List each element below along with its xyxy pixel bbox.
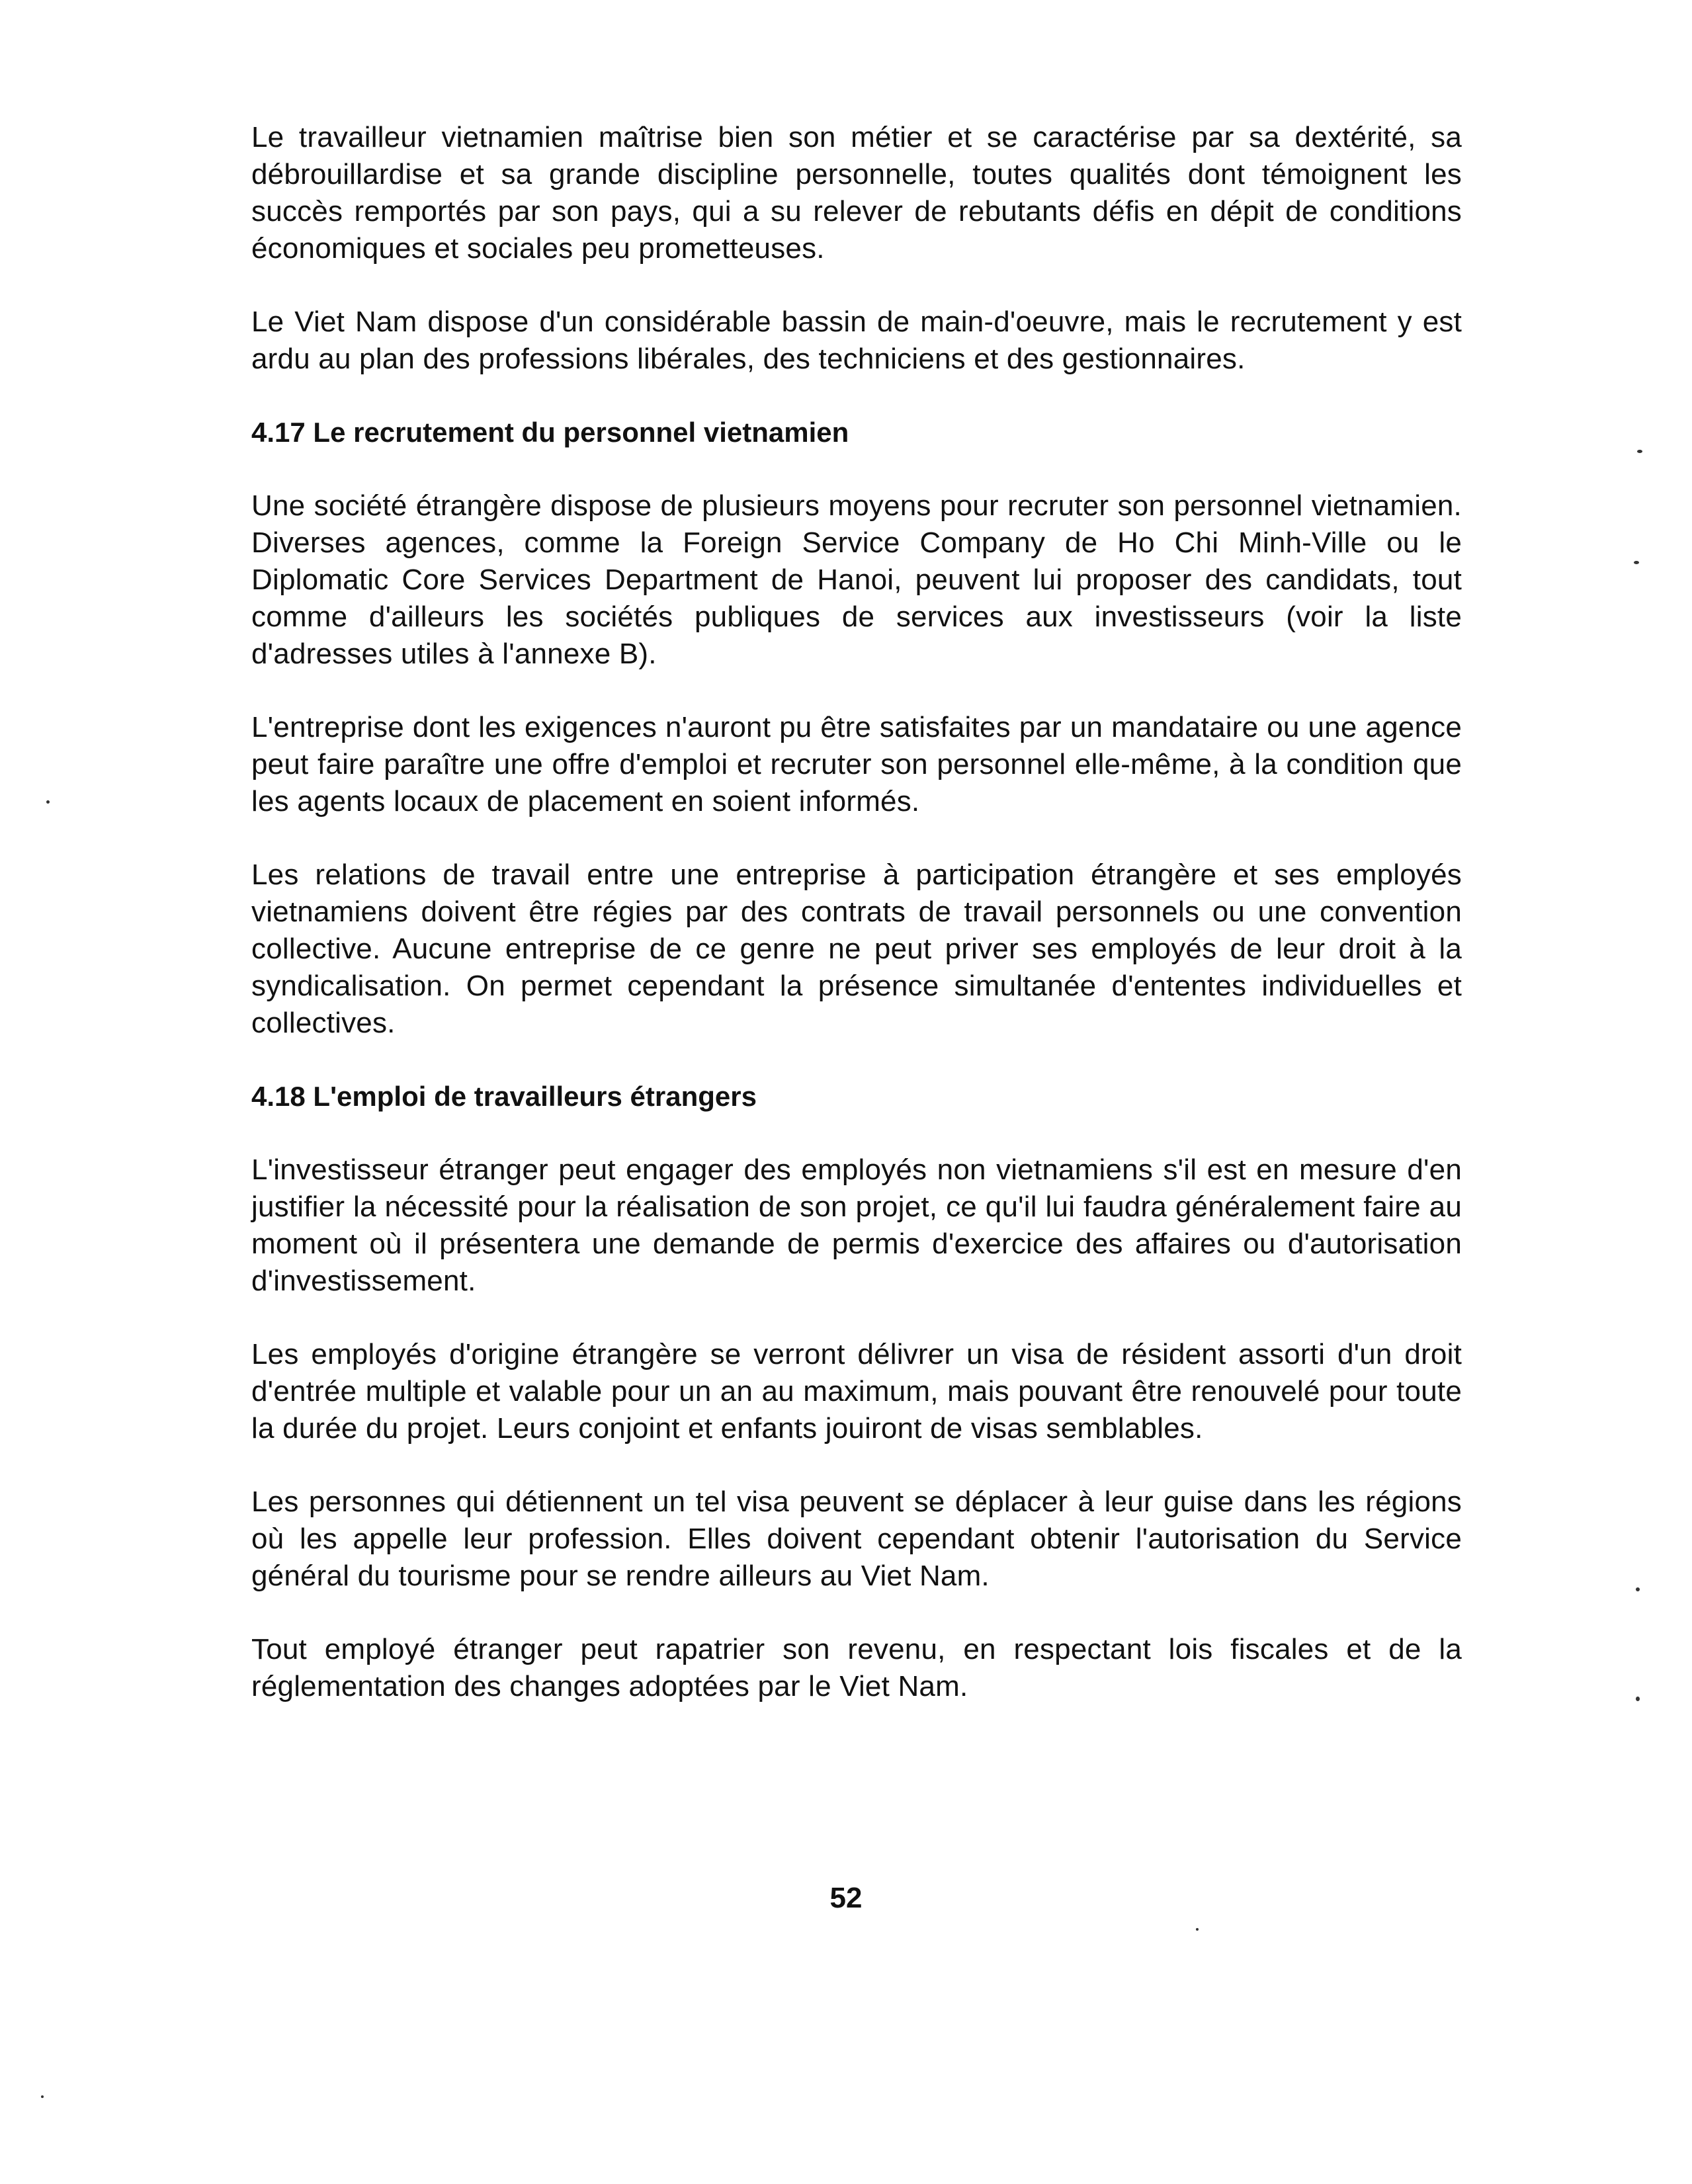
paragraph: Le travailleur vietnamien maîtrise bien son métier et se caractérise par sa dextérité, sa débrouillardise et sa grande discipline personnelle, toutes qualités dont témoignent les succès remportés par son pays, qui a su relever de rebutants défis en dépit de conditions économiques et sociales peu prometteuses.	[251, 121, 1462, 265]
paragraph: L'entreprise dont les exigences n'auront pu être satisfaites par un mandataire ou une agence peut faire paraître une offre d'emploi et recruter son personnel elle-même, à la condition que les agents locaux de placement en soient informés.	[251, 711, 1462, 818]
scan-speck	[1637, 450, 1642, 453]
scan-speck	[1636, 1697, 1640, 1701]
scan-speck	[46, 800, 50, 804]
scan-speck	[1196, 1928, 1199, 1931]
scan-speck	[41, 2095, 44, 2098]
paragraph: L'investisseur étranger peut engager des employés non vietnamiens s'il est en mesure d'en justifier la nécessité pour la réalisation de son projet, ce qu'il lui faudra généralement faire au moment où il présentera une demande de permis d'exercice des affaires ou d'autorisation d'investissement.	[251, 1154, 1462, 1297]
paragraph: Tout employé étranger peut rapatrier son revenu, en respectant lois fiscales et de la réglementation des changes adoptées par le Viet Nam.	[251, 1633, 1462, 1702]
paragraph: Le Viet Nam dispose d'un considérable bassin de main-d'oeuvre, mais le recrutement y est ardu au plan des professions libérales, des techniciens et des gestionnaires.	[251, 306, 1462, 375]
scan-speck	[1634, 561, 1639, 564]
paragraph: Les employés d'origine étrangère se verront délivrer un visa de résident assorti d'un droit d'entrée multiple et valable pour un an au maximum, mais pouvant être renouvelé pour toute la durée du projet. Leurs conjoint et enfants jouiront de visas semblables.	[251, 1338, 1462, 1445]
section-heading-4-17: 4.17 Le recrutement du personnel vietnamien	[251, 417, 849, 448]
section-heading-4-18: 4.18 L'emploi de travailleurs étrangers	[251, 1081, 757, 1112]
paragraph: Les personnes qui détiennent un tel visa peuvent se déplacer à leur guise dans les régions où les appelle leur profession. Elles doivent cependant obtenir l'autorisation du Service général du tourisme pour se rendre ailleurs au Viet Nam.	[251, 1486, 1462, 1592]
document-body	[251, 119, 1462, 1742]
page-number: 52	[829, 1882, 863, 1914]
paragraph: Une société étrangère dispose de plusieurs moyens pour recruter son personnel vietnamien. Diverses agences, comme la Foreign Service Company de Ho Chi Minh-Ville ou le Diplomatic Core Services Department de Hanoi, peuvent lui proposer des candidats, tout comme d'ailleurs les sociétés publiques de services aux investisseurs (voir la liste d'adresses utiles à l'annexe B).	[251, 489, 1462, 670]
scan-speck	[1636, 1587, 1640, 1591]
paragraph: Les relations de travail entre une entreprise à participation étrangère et ses employés vietnamiens doivent être régies par des contrats de travail personnels ou une convention collective. Aucune entreprise de ce genre ne peut priver ses employés de leur droit à la syndicalisation. On permet cependant la présence simultanée d'ententes individuelles et collectives.	[251, 859, 1462, 1039]
